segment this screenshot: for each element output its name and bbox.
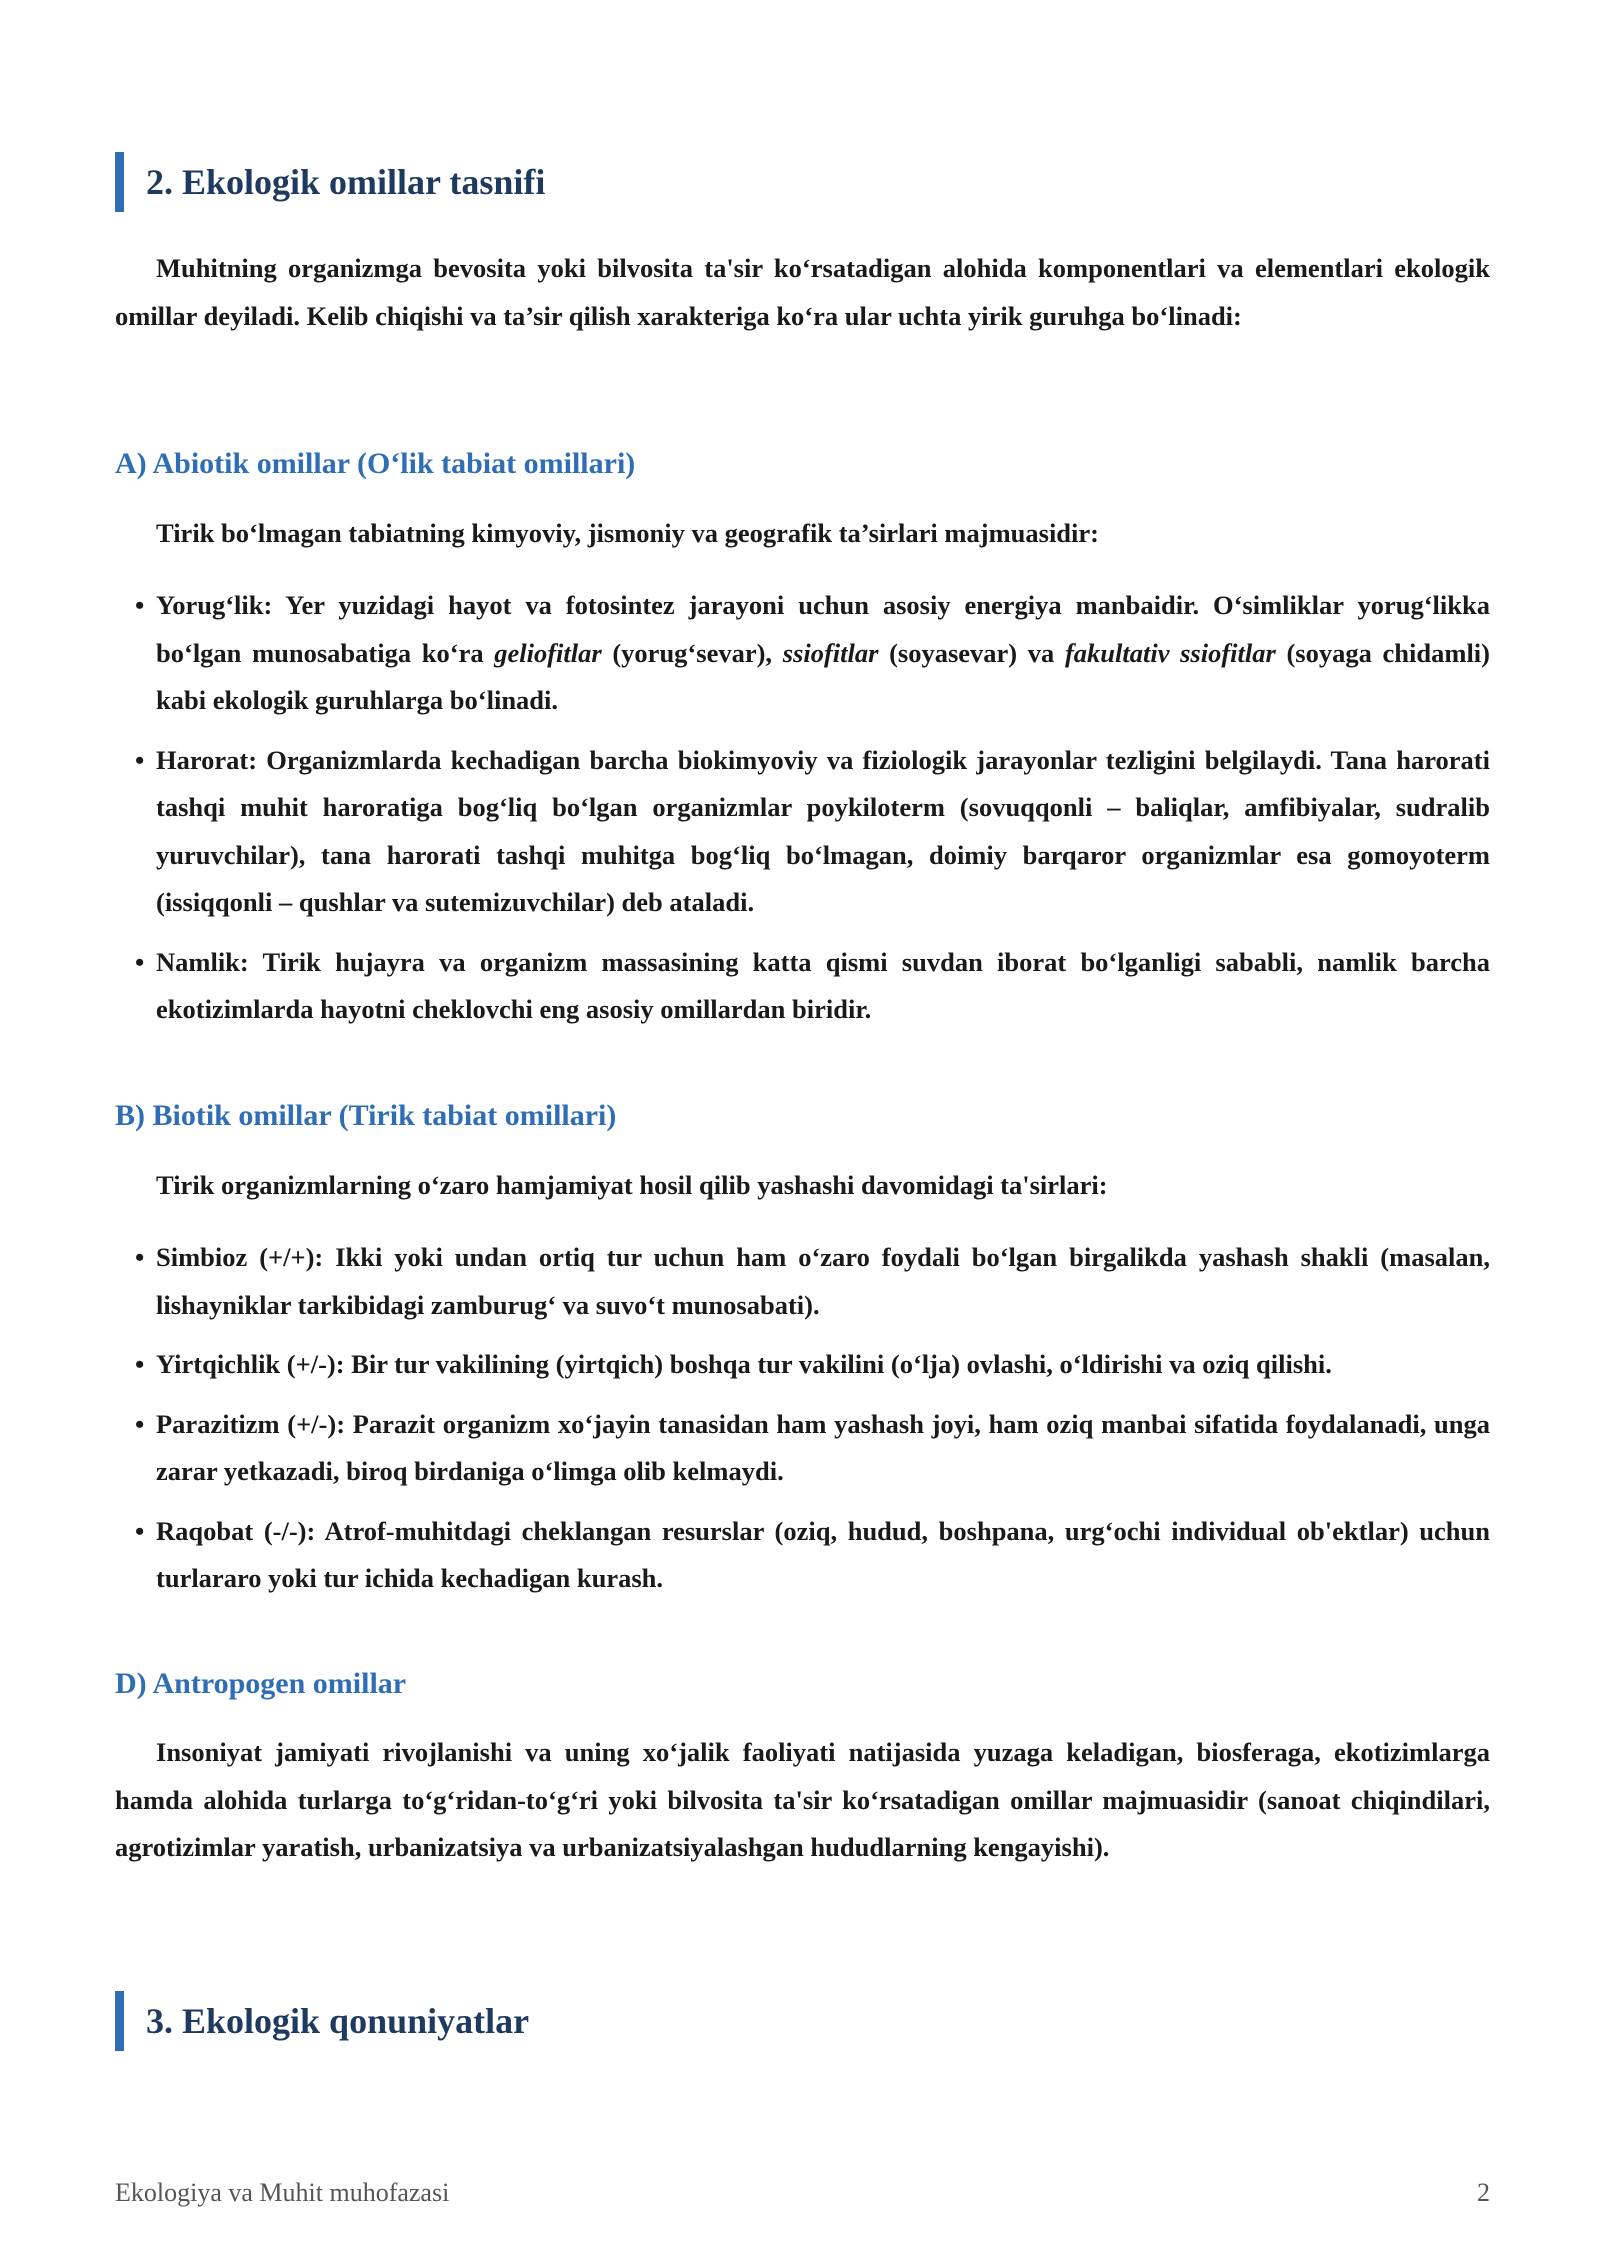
section-heading-3 [115,1991,529,2051]
biotic-list [135,1234,1490,1615]
footer-document-title: Ekologiya va Muhit muhofazasi [115,2178,450,2207]
section-title: 2. Ekologik omillar tasnifi [146,162,546,202]
section-heading-2 [115,152,545,212]
heading-accent-bar [115,1991,124,2051]
list-item: • Yirtqichlik (+/-): Bir tur vakilining (yirtqich) boshqa tur vakilini (o‘lja) ovlashi, o‘ldirishi va oziq qilishi. [135,1349,1332,1379]
section-title: 3. Ekologik qonuniyatlar [146,2001,530,2041]
list-item: • Raqobat (-/-): Atrof-muhitdagi cheklangan resurslar (oziq, hudud, boshpana, urg‘ochi individual ob'ektlar) uchun turlararo yoki tur ichida kechadigan kurash. [135,1515,1490,1593]
list-item: • Namlik: Tirik hujayra va organizm massasining katta qismi suvdan iborat bo‘lganligi sababli, namlik barcha ekotizimlarda hayotni cheklovchi eng asosiy omillardan biridir. [135,946,1490,1024]
subheading-biotic: B) Biotik omillar (Tirik tabiat omillari) [115,1099,617,1132]
abiotic-list [135,582,1490,1046]
biotic-intro: Tirik organizmlarning o‘zaro hamjamiyat hosil qilib yashashi davomidagi ta'sirlari: [156,1170,1108,1200]
list-item: • Harorat: Organizmlarda kechadigan barcha biokimyoviy va fiziologik jarayonlar tezligini belgilaydi. Tana harorati tashqi muhit haroratiga bog‘liq bo‘lgan organizmlar poykiloterm (sovuqqonli – baliqlar, amfibiyalar, sudralib yuruvchilar), tana harorati tashqi muhitga bog‘liq bo‘lmagan, doimiy barqaror organizmlar esa gomoyoterm (issiqqonli – qushlar va sutemizuvchilar) deb ataladi. [135,744,1490,917]
subheading-anthropogenic: D) Antropogen omillar [115,1667,407,1700]
footer-page-number: 2 [1477,2178,1490,2207]
list-item: • Simbioz (+/+): Ikki yoki undan ortiq tur uchun ham o‘zaro foydali bo‘lgan birgalikda yashash shakli (masalan, lishayniklar tarkibidagi zamburug‘ va suvo‘t munosabati). [135,1242,1490,1320]
list-item: • Yorug‘lik: Yer yuzidagi hayot va fotosintez jarayoni uchun asosiy energiya manbaidir. O‘simliklar yorug‘likka bo‘lgan munosabatiga ko‘ra geliofitlar (yorug‘sevar), ssiofitlar (soyasevar) va fakultativ ssiofitlar (soyaga chidamli) kabi ekologik guruhlarga bo‘linadi. [135,590,1490,715]
section-intro-paragraph: Muhitning organizmga bevosita yoki bilvosita ta'sir ko‘rsatadigan alohida komponentlari va elementlari ekologik omillar deyiladi. Kelib chiqishi va ta’sir qilish xarakteriga ko‘ra ular uchta yirik guruhga bo‘linadi: [115,253,1490,331]
heading-accent-bar [115,152,124,212]
anthropogenic-paragraph: Insoniyat jamiyati rivojlanishi va uning xo‘jalik faoliyati natijasida yuzaga keladigan, biosferaga, ekotizimlarga hamda alohida turlarga to‘g‘ridan-to‘g‘ri yoki bilvosita ta'sir ko‘rsatadigan omillar majmuasidir (sanoat chiqindilari, agrotizimlar yaratish, urbanizatsiya va urbanizatsiyalashgan hududlarning kengayishi). [115,1737,1490,1862]
abiotic-intro: Tirik bo‘lmagan tabiatning kimyoviy, jismoniy va geografik ta’sirlari majmuasidir: [156,518,1099,548]
list-item: • Parazitizm (+/-): Parazit organizm xo‘jayin tanasidan ham yashash joyi, ham oziq manbai sifatida foydalanadi, unga zarar yetkazadi, biroq birdaniga o‘limga olib kelmaydi. [135,1408,1490,1486]
subheading-abiotic: A) Abiotik omillar (O‘lik tabiat omillari) [115,447,636,480]
